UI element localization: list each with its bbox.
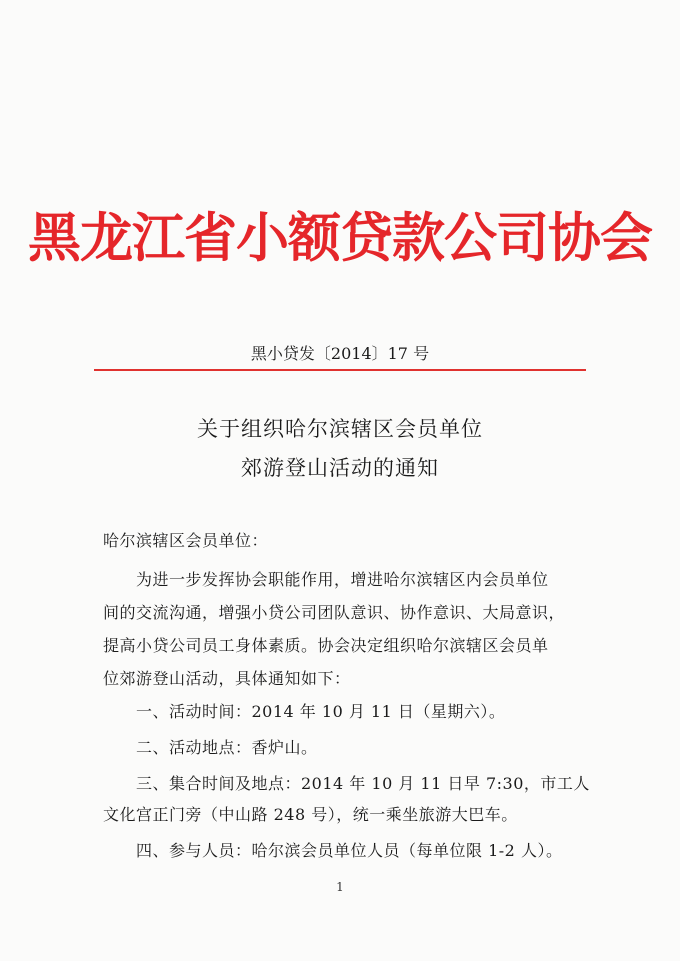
organization-header: 黑龙江省小额贷款公司协会 (28, 208, 652, 269)
document-number: 黑小贷发〔2014〕17 号 (250, 344, 430, 363)
notice-title-line-1: 关于组织哈尔滨辖区会员单位 (197, 417, 483, 441)
paragraph-line: 位郊游登山活动，具体通知如下： (103, 669, 351, 688)
page-number: 1 (336, 880, 344, 894)
salutation: 哈尔滨辖区会员单位： (103, 531, 269, 550)
paragraph-line: 提高小贷公司员工身体素质。协会决定组织哈尔滨辖区会员单 (103, 636, 549, 655)
notice-item-participants: 四、参与人员：哈尔滨会员单位人员（每单位限 1-2 人）。 (136, 841, 563, 860)
notice-item-meeting-cont: 文化宫正门旁（中山路 248 号），统一乘坐旅游大巴车。 (103, 805, 518, 824)
notice-item-location: 二、活动地点：香炉山。 (136, 738, 318, 757)
red-divider-line (94, 369, 586, 371)
paragraph-line: 为进一步发挥协会职能作用，增进哈尔滨辖区内会员单位 (136, 570, 549, 589)
notice-item-meeting: 三、集合时间及地点：2014 年 10 月 11 日早 7:30，市工人 (136, 774, 590, 793)
notice-item-time: 一、活动时间：2014 年 10 月 11 日（星期六）。 (136, 702, 506, 721)
paragraph-line: 间的交流沟通，增强小贷公司团队意识、协作意识、大局意识， (103, 603, 566, 622)
notice-title-line-2: 郊游登山活动的通知 (241, 456, 439, 480)
